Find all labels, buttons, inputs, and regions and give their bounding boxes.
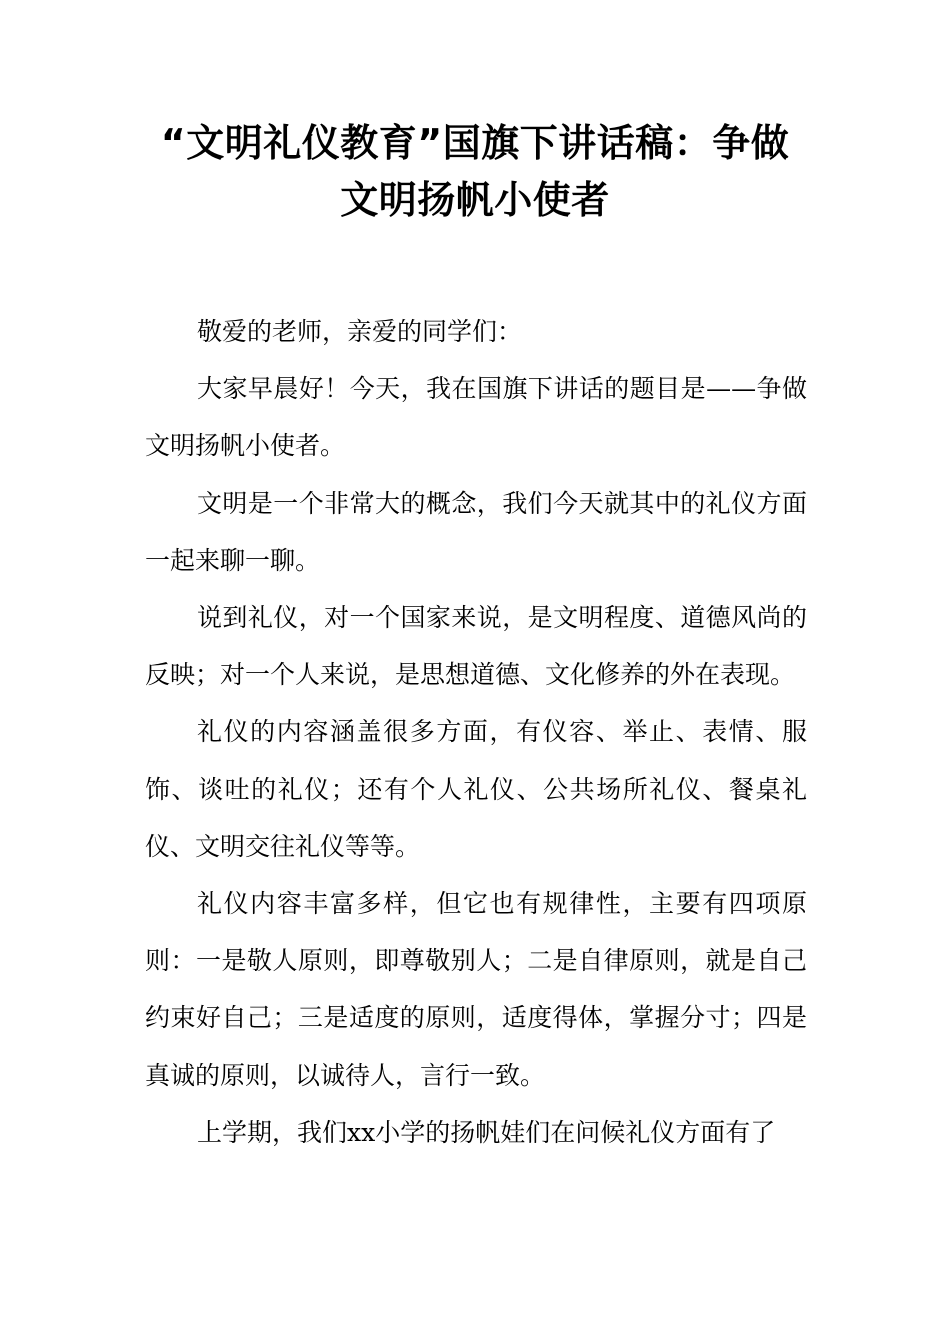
title-line-1: “文明礼仪教育”国旗下讲话稿：争做	[160, 121, 790, 165]
paragraph-etiquette-meaning: 说到礼仪，对一个国家来说，是文明程度、道德风尚的反映；对一个人来说，是思想道德、文化修养的外在表现。	[145, 603, 807, 690]
title-line-2: 文明扬帆小使者	[340, 178, 610, 222]
document-body	[145, 303, 807, 1161]
paragraph-etiquette-content: 礼仪的内容涵盖很多方面，有仪容、举止、表情、服饰、谈吐的礼仪；还有个人礼仪、公共场所礼仪、餐桌礼仪、文明交往礼仪等等。	[145, 717, 807, 861]
paragraph-civilization: 文明是一个非常大的概念，我们今天就其中的礼仪方面一起来聊一聊。	[145, 488, 807, 575]
paragraph-greeting: 大家早晨好！今天，我在国旗下讲话的题目是——争做文明扬帆小使者。	[145, 374, 807, 461]
paragraph-etiquette-principles: 礼仪内容丰富多样，但它也有规律性，主要有四项原则：一是敬人原则，即尊敬别人；二是自律原则，就是自己约束好自己；三是适度的原则，适度得体，掌握分寸；四是真诚的原则，以诚待人，言行一致。	[145, 889, 807, 1090]
document-title	[145, 115, 805, 229]
paragraph-salutation: 敬爱的老师，亲爱的同学们：	[197, 317, 523, 346]
paragraph-last-semester: 上学期，我们xx小学的扬帆娃们在问候礼仪方面有了	[197, 1117, 776, 1147]
